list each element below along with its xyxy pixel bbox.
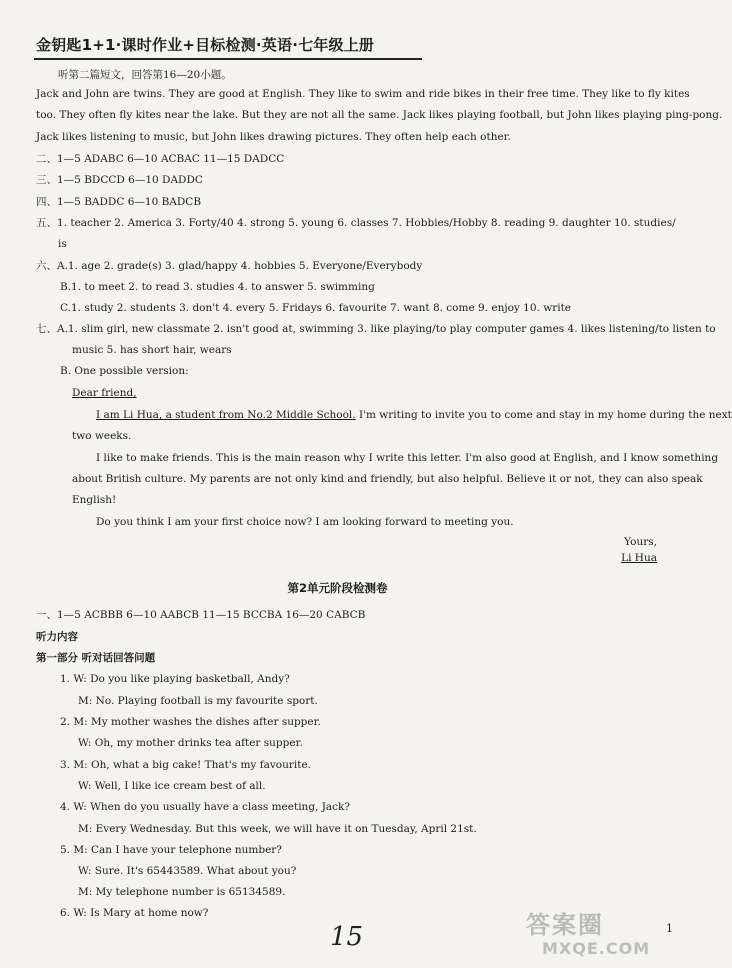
dialogue-line: M: My telephone number is 65134589. (78, 886, 286, 898)
letter-paragraph-line: Do you think I am your first choice now? I am looking forward to meeting you. (96, 516, 514, 528)
listening-intro: 听第二篇短文，回答第16—20小题。 (58, 69, 232, 81)
dialogue-line: 6. W: Is Mary at home now? (60, 907, 209, 919)
answer-line: is (58, 238, 67, 250)
handwritten-page-number: 15 (330, 922, 364, 952)
answer-line: 七、A.1. slim girl, new classmate 2. isn't good at, swimming 3. like playing/to play computer games 4. likes listening/to listen to (36, 323, 716, 335)
letter-closing: Yours, (624, 536, 657, 548)
answer-line: 四、1—5 BADDC 6—10 BADCB (36, 196, 202, 208)
dialogue-line: 1. W: Do you like playing basketball, Andy? (60, 673, 290, 685)
letter-paragraph-line: two weeks. (72, 430, 132, 442)
letter-paragraph-line (96, 408, 732, 422)
dialogue-line: 4. W: When do you usually have a class meeting, Jack? (60, 801, 351, 813)
dialogue-line: W: Well, I like ice cream best of all. (78, 780, 266, 792)
answer-line: 六、A.1. age 2. grade(s) 3. glad/happy 4. hobbies 5. Everyone/Everybody (36, 260, 423, 272)
answer-line: C.1. study 2. students 3. don't 4. every 5. Fridays 6. favourite 7. want 8. come 9. enjoy 10. write (60, 302, 572, 314)
answer-line: music 5. has short hair, wears (72, 344, 232, 356)
watermark-url: MXQE.COM (542, 939, 651, 958)
passage-line: Jack and John are twins. They are good at English. They like to swim and ride bikes in their free time. They like to fly kites (36, 88, 690, 100)
part1-heading: 第一部分 听对话回答问题 (36, 652, 156, 664)
dialogue-line: W: Sure. It's 65443589. What about you? (78, 865, 297, 877)
answer-line: 二、1—5 ADABC 6—10 ACBAC 11—15 DADCC (36, 153, 285, 165)
answer-line: 五、1. teacher 2. America 3. Forty/40 4. strong 5. young 6. classes 7. Hobbies/Hobby 8. reading 9. daughter 10. studies/ (36, 217, 676, 229)
unit-title: 第2单元阶段检测卷 (287, 581, 388, 595)
letter-paragraph-line: about British culture. My parents are not only kind and friendly, but also helpful. Believe it or not, they can also speak (72, 473, 703, 485)
letter-underlined-sentence: I am Li Hua, a student from No.2 Middle School. (96, 409, 356, 421)
passage-line: Jack likes listening to music, but John likes drawing pictures. They often help each other. (36, 131, 511, 143)
running-header: 金钥匙1+1·课时作业+目标检测·英语·七年级上册 (36, 36, 375, 54)
header-rule (34, 58, 422, 60)
dialogue-line: W: Oh, my mother drinks tea after supper. (78, 737, 303, 749)
letter-paragraph-line: I like to make friends. This is the main reason why I write this letter. I'm also good at English, and I know something (96, 452, 719, 464)
passage-line: too. They often fly kites near the lake. But they are not all the same. Jack likes playing football, but John likes playing ping-pong. (36, 109, 723, 121)
dialogue-line: M: Every Wednesday. But this week, we will have it on Tuesday, April 21st. (78, 823, 477, 835)
answer-line: B.1. to meet 2. to read 3. studies 4. to answer 5. swimming (60, 281, 375, 293)
dialogue-line: 3. M: Oh, what a big cake! That's my favourite. (60, 759, 312, 771)
unit-answers: 一、1—5 ACBBB 6—10 AABCB 11—15 BCCBA 16—20 CABCB (36, 609, 366, 621)
letter-sentence: I'm writing to invite you to come and stay in my home during the next (355, 409, 732, 421)
watermark-text: 答案圈 (526, 911, 604, 939)
answer-line: 三、1—5 BDCCD 6—10 DADDC (36, 174, 203, 186)
dialogue-line: M: No. Playing football is my favourite sport. (78, 695, 318, 707)
dialogue-line: 2. M: My mother washes the dishes after supper. (60, 716, 321, 728)
dialogue-line: 5. M: Can I have your telephone number? (60, 844, 282, 856)
letter-greeting: Dear friend, (72, 387, 137, 399)
watermark-logo (520, 905, 670, 965)
letter-paragraph-line: English! (72, 494, 117, 506)
letter-signature: Li Hua (621, 552, 657, 564)
listening-heading: 听力内容 (36, 631, 78, 643)
answer-line: B. One possible version: (60, 365, 189, 377)
edge-mark: 1 (666, 922, 673, 935)
